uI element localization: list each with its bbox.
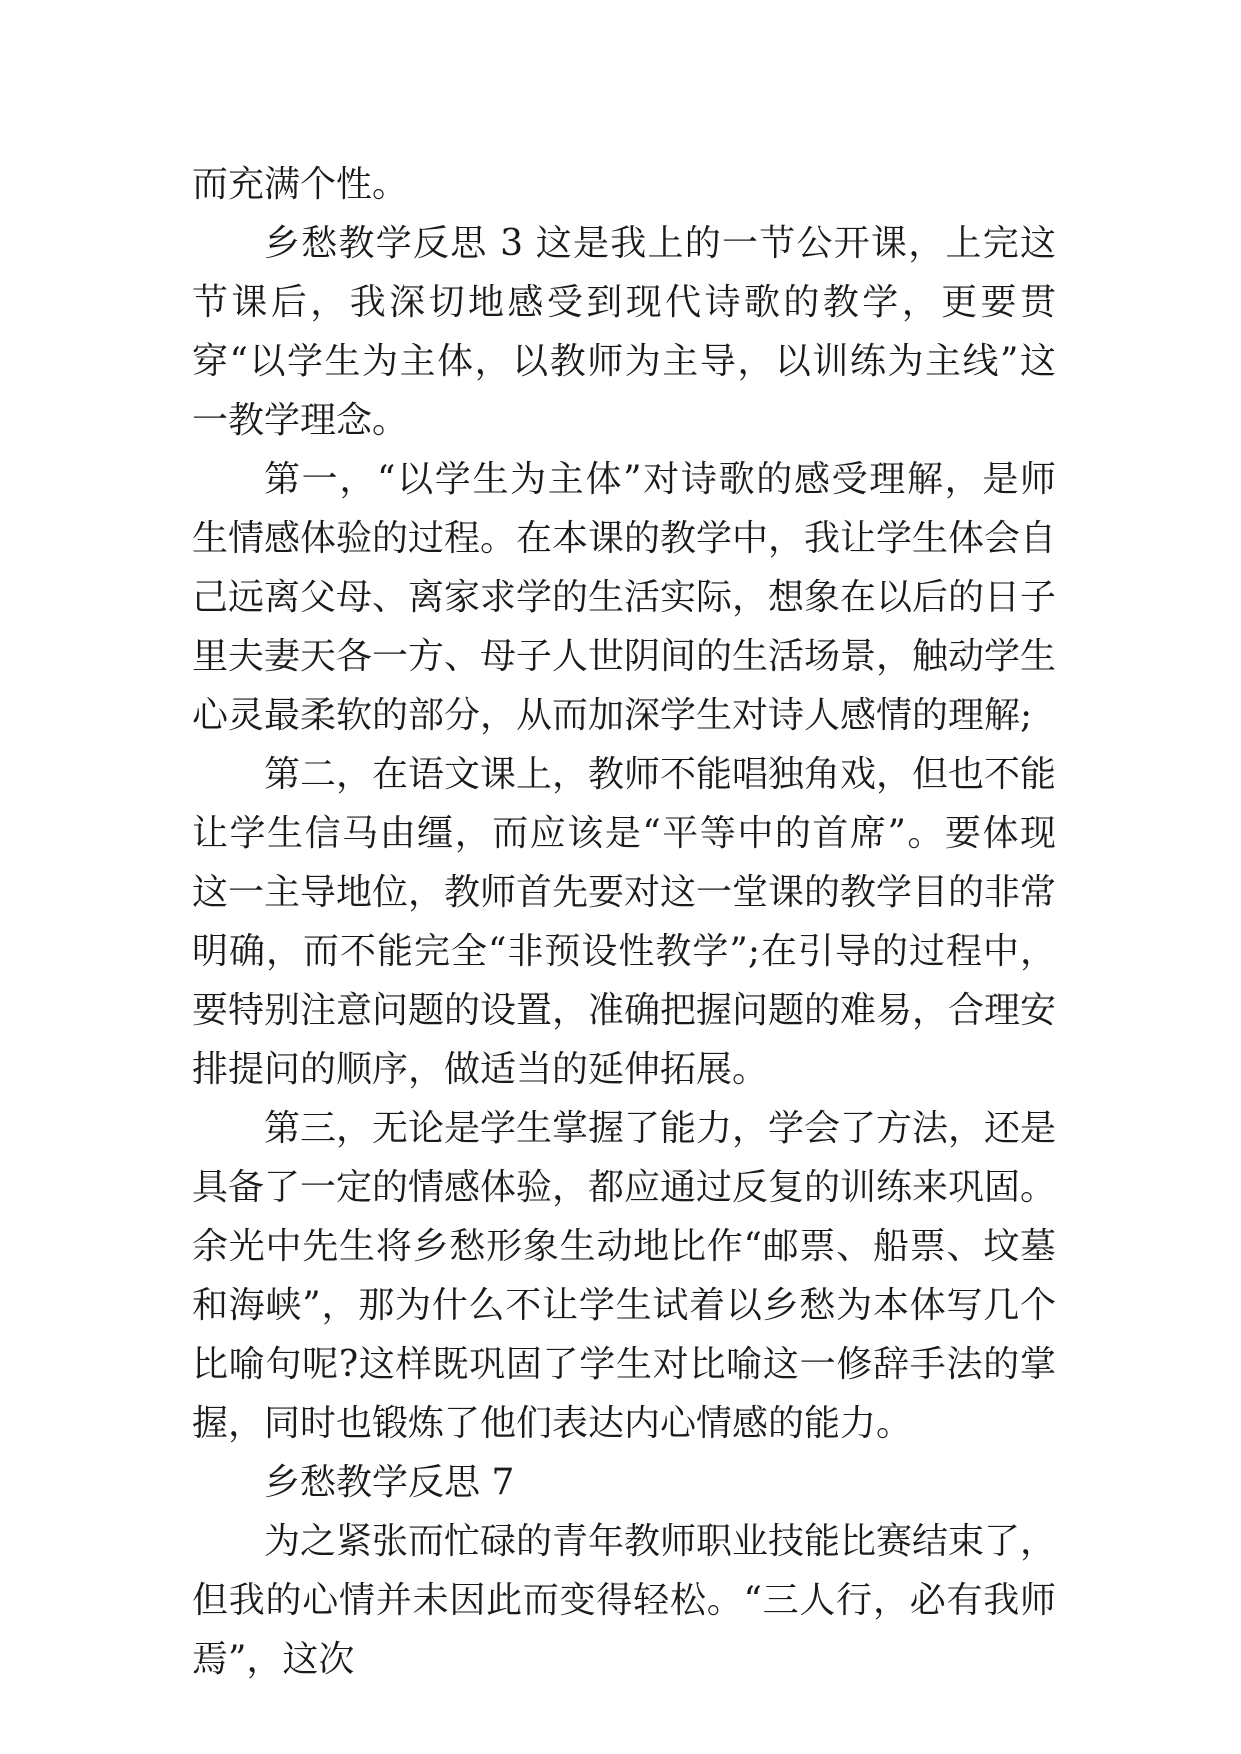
paragraph-second-point: 第二，在语文课上，教师不能唱独角戏，但也不能让学生信马由缰，而应该是“平等中的首席”。要体现这一主导地位，教师首先要对这一堂课的教学目的非常明确，而不能完全“非预设性教学”;在引导的过程中，要特别注意问题的设置，准确把握问题的难易，合理安排提问的顺序，做适当的延伸拓展。: [192, 754, 1057, 1090]
paragraph-reflection-7-intro: 为之紧张而忙碌的青年教师职业技能比赛结束了，但我的心情并未因此而变得轻松。“三人行，必有我师焉”，这次: [192, 1521, 1057, 1680]
paragraph-first-point: 第一，“以学生为主体”对诗歌的感受理解，是师生情感体验的过程。在本课的教学中，我让学生体会自己远离父母、离家求学的生活实际，想象在以后的日子里夫妻天各一方、母子人世阴间的生活场景，触动学生心灵最柔软的部分，从而加深学生对诗人感情的理解;: [192, 459, 1057, 736]
paragraph-third-point: 第三，无论是学生掌握了能力，学会了方法，还是具备了一定的情感体验，都应通过反复的训练来巩固。余光中先生将乡愁形象生动地比作“邮票、船票、坟墓和海峡”，那为什么不让学生试着以乡愁为本体写几个比喻句呢?这样既巩固了学生对比喻这一修辞手法的掌握，同时也锻炼了他们表达内心情感的能力。: [192, 1108, 1057, 1444]
paragraph-reflection-3-intro: 乡愁教学反思 3 这是我上的一节公开课，上完这节课后，我深切地感受到现代诗歌的教学，更要贯穿“以学生为主体，以教师为主导，以训练为主线”这一教学理念。: [192, 223, 1056, 441]
document-page: [192, 155, 1056, 1689]
paragraph-continuation: 而充满个性。: [192, 164, 409, 205]
section-heading-reflection-7: 乡愁教学反思 7: [264, 1462, 515, 1503]
